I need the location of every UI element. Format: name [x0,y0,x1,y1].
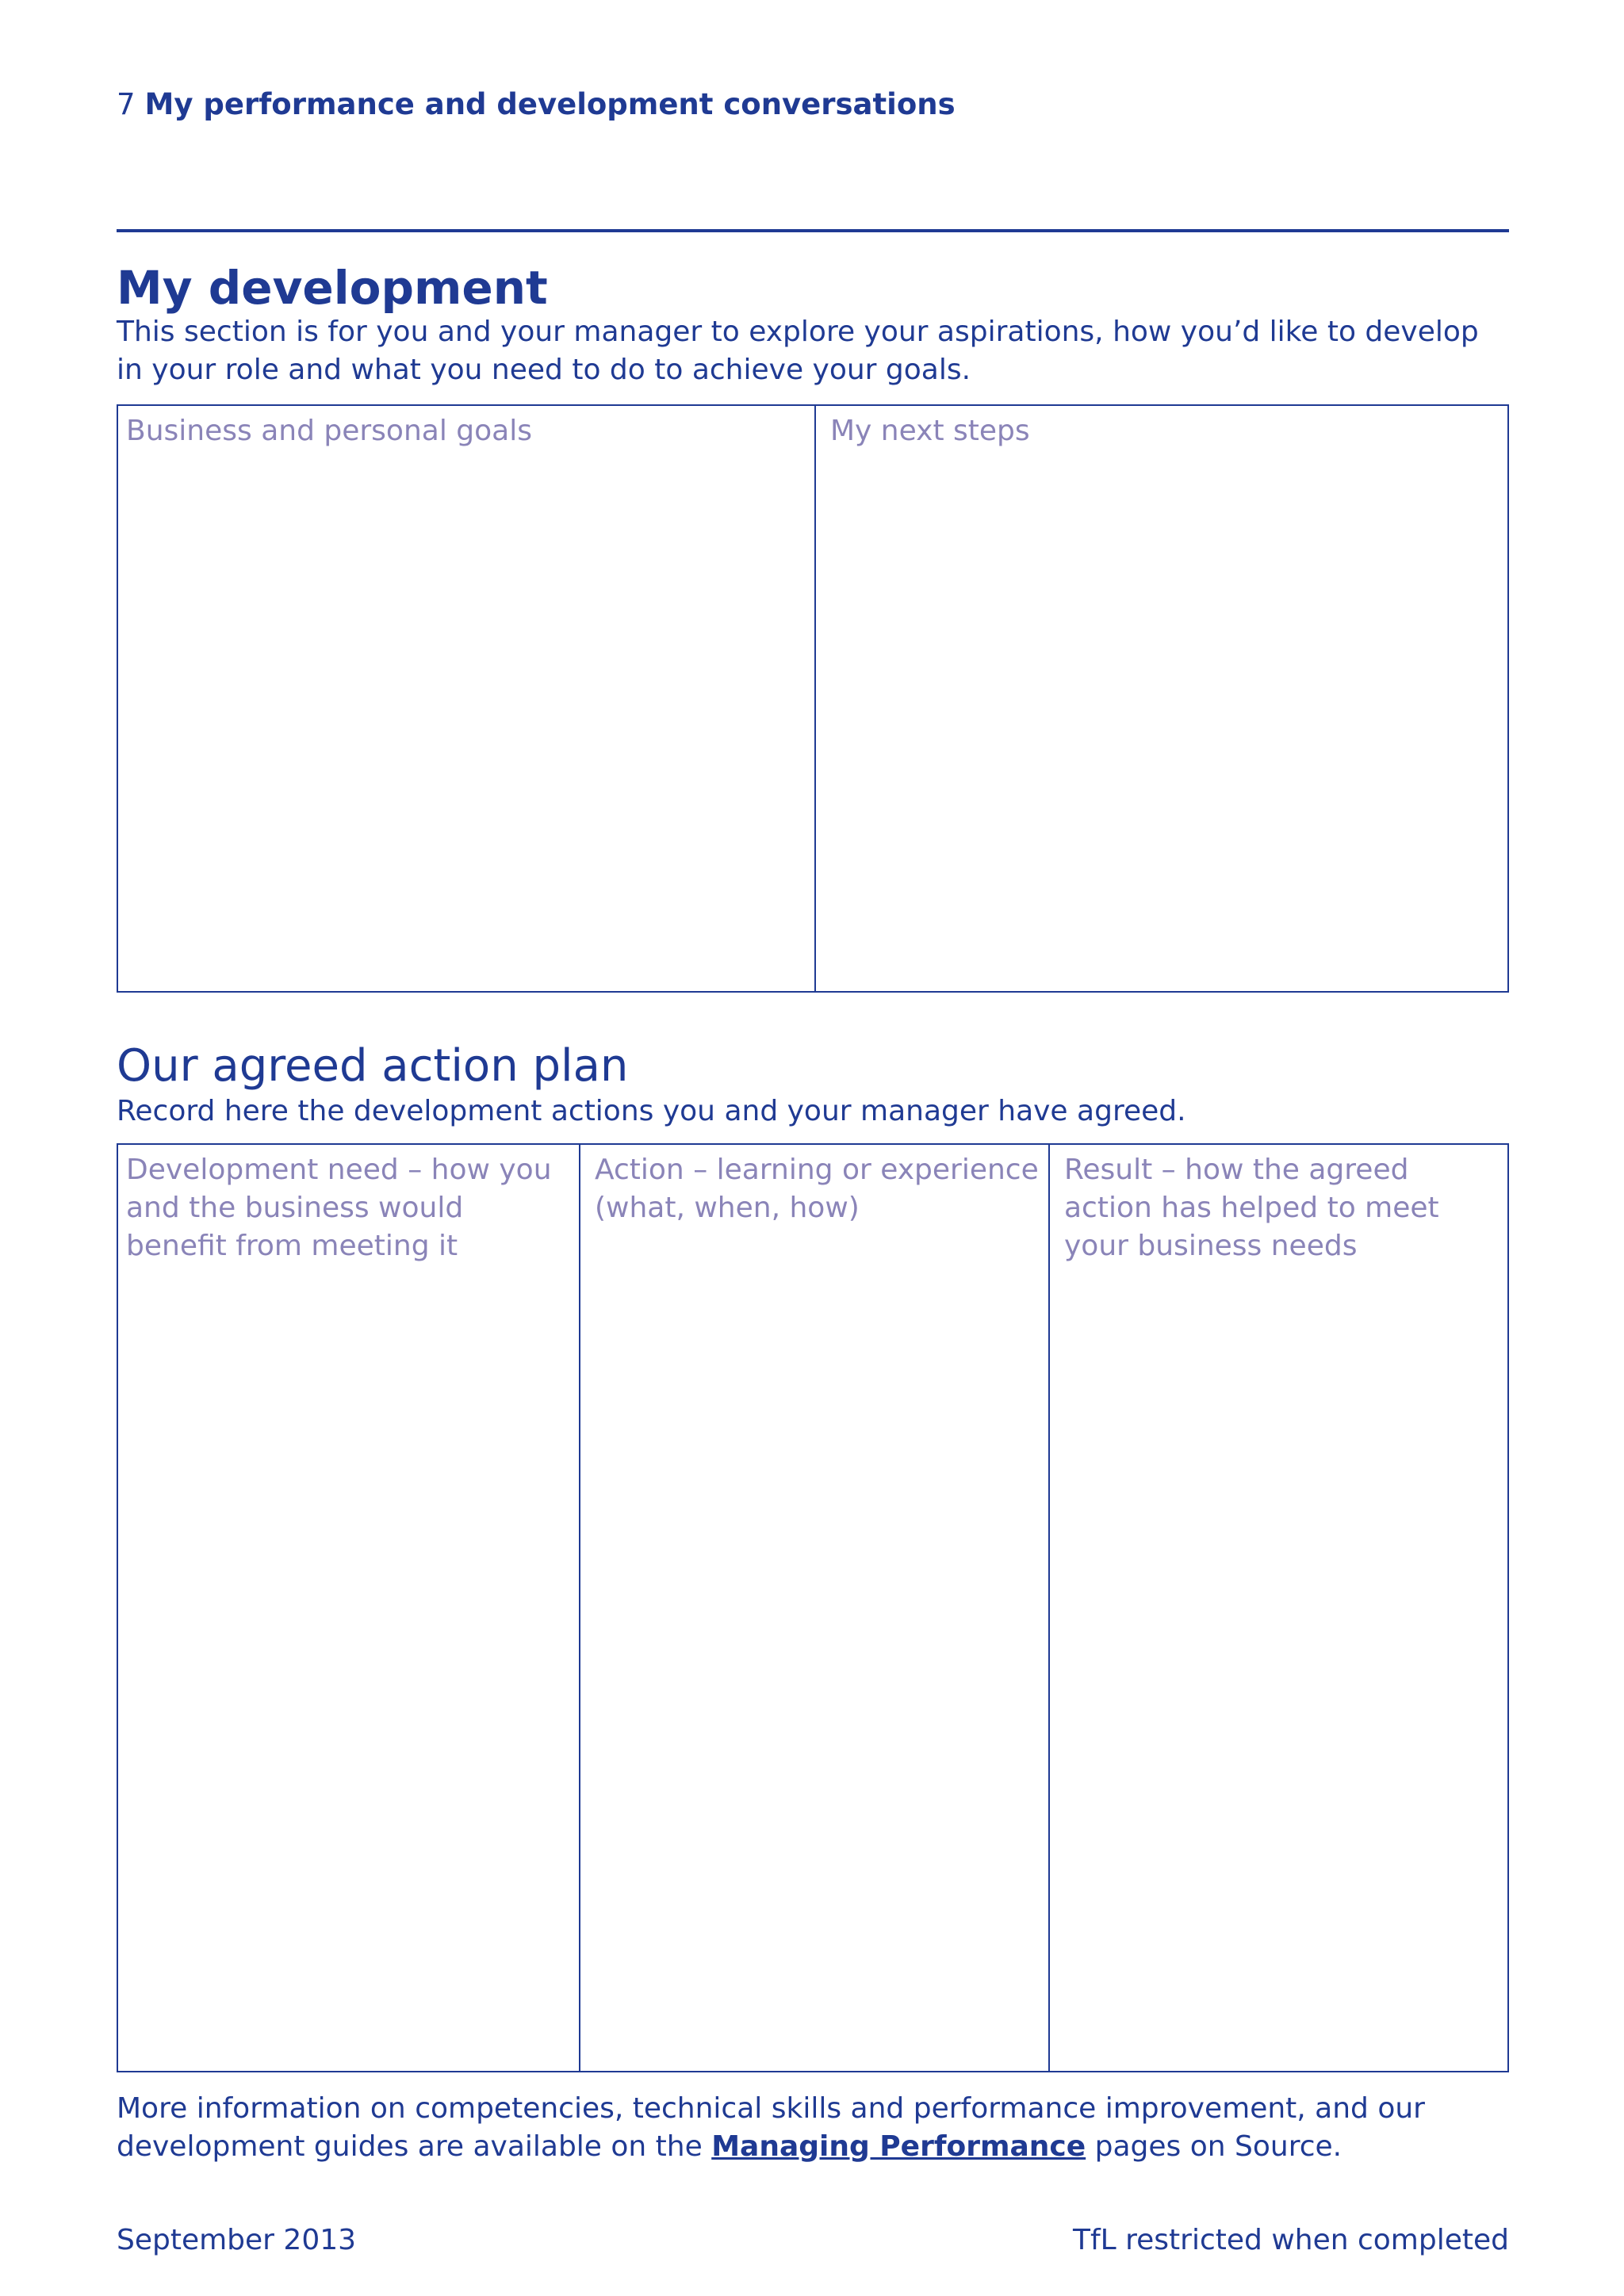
my-development-intro: This section is for you and your manager to explore your aspirations, how you’d like to develop in your role and what you need to do to achieve your goals. [117,316,1479,386]
action-label: Action – learning or experience (what, when, how) [595,1154,1039,1224]
result-label: Result – how the agreed action has helped to meet your business needs [1064,1154,1439,1262]
business-goals-field[interactable] [118,406,814,991]
page-header [117,84,956,125]
development-need-field[interactable] [118,1145,579,2071]
next-steps-label: My next steps [830,415,1030,447]
section-title: My performance and development conversations [144,87,956,121]
footer-date: September 2013 [117,2224,357,2256]
my-development-heading: My development [117,261,548,315]
next-steps-field[interactable] [814,406,1507,991]
header-divider [117,229,1509,232]
development-need-label: Development need – how you and the business would benefit from meeting it [126,1154,552,1262]
result-field[interactable] [1048,1145,1507,2071]
action-plan-heading: Our agreed action plan [117,1040,629,1092]
action-field[interactable] [579,1145,1048,2071]
managing-performance-link[interactable]: Managing Performance [711,2130,1086,2163]
my-development-table [117,404,1509,993]
footer-classification: TfL restricted when completed [1072,2224,1509,2256]
page-number: 7 [117,87,136,121]
business-goals-label: Business and personal goals [126,415,532,447]
action-plan-table [117,1143,1509,2072]
note-text-after: pages on Source. [1086,2130,1342,2163]
more-info-note [117,2090,1512,2166]
action-plan-intro: Record here the development actions you and your manager have agreed. [117,1095,1186,1127]
note-text-before: More information on competencies, technical skills and performance improvement, and our development guides are available on the [117,2092,1425,2163]
